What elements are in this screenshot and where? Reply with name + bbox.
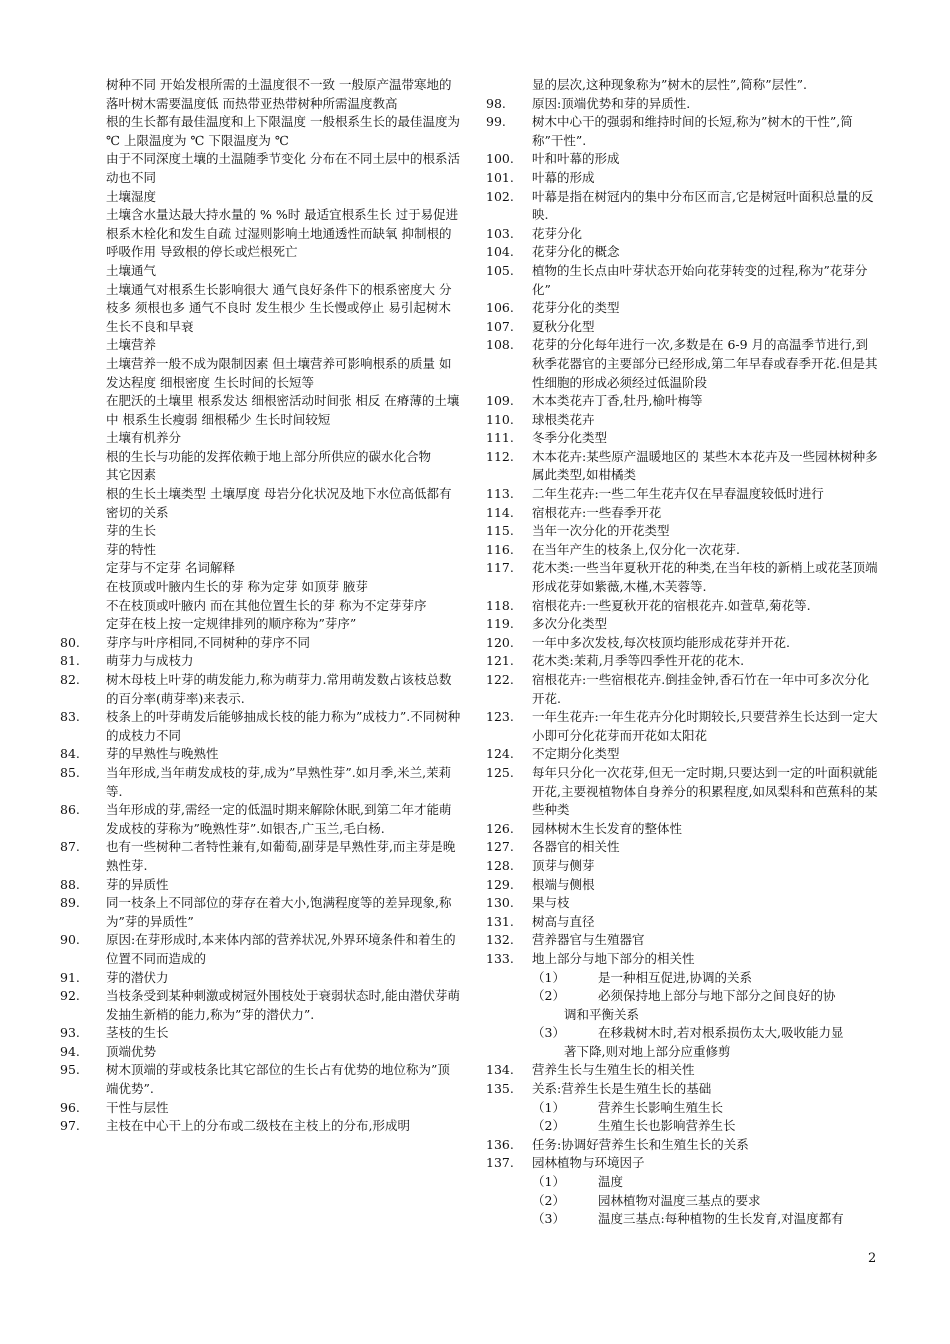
- paragraph: 在枝顶或叶腋内生长的芽 称为定芽 如顶芽 腋芽: [106, 579, 368, 595]
- item-number: 99.: [486, 114, 506, 130]
- list-item: [486, 485, 878, 504]
- item-text: 芽的早熟性与晚熟性: [106, 746, 219, 762]
- list-item: [60, 1117, 462, 1136]
- item-text: 顶端优势: [106, 1043, 157, 1059]
- list-item: [60, 894, 462, 931]
- item-number: 137.: [486, 1155, 514, 1171]
- sub-item-text: 生殖生长也影响营养生长: [598, 1118, 736, 1134]
- item-number: 92.: [60, 988, 80, 1004]
- list-item: [60, 634, 462, 653]
- item-number: 102.: [486, 188, 514, 204]
- item-text: 花木类:茉莉,月季等四季性开花的花木.: [532, 653, 745, 669]
- sub-item-text: 在移栽树木时,若对根系损伤太大,吸收能力显: [598, 1025, 844, 1041]
- item-number: 118.: [486, 597, 514, 613]
- list-item: [486, 671, 878, 708]
- item-text: 宿根花卉:一些夏秋开花的宿根花卉.如萱草,菊花等.: [532, 597, 811, 613]
- list-item: [486, 392, 878, 411]
- item-text: 叶幕的形成: [532, 169, 595, 185]
- item-number: 103.: [486, 225, 514, 241]
- sub-item-number: （1）: [532, 969, 565, 985]
- item-text: 根端与侧根: [532, 876, 595, 892]
- item-number: 128.: [486, 857, 514, 873]
- item-text: 芽的异质性: [106, 876, 169, 892]
- item-text: 夏秋分化型: [532, 318, 595, 334]
- item-text: 茎枝的生长: [106, 1025, 169, 1041]
- list-item: [486, 318, 878, 337]
- item-number: 123.: [486, 709, 514, 725]
- sub-item-number: （1）: [532, 1099, 565, 1115]
- sub-item-text: 园林植物对温度三基点的要求: [598, 1192, 761, 1208]
- item-number: 114.: [486, 504, 514, 520]
- sub-item-number: （3）: [532, 1025, 565, 1041]
- item-text: 木本花卉:某些原产温暖地区的 某些木本花卉及一些园林树种多属此类型,如柑橘类: [532, 448, 878, 483]
- list-item: [486, 820, 878, 839]
- section-heading: 其它因素: [106, 467, 157, 483]
- paragraph: 不在枝顶或叶腋内 而在其他位置生长的芽 称为不定芽芽序: [106, 597, 427, 613]
- item-number: 120.: [486, 634, 514, 650]
- list-item: [486, 931, 878, 950]
- sub-list-item: [486, 987, 878, 1006]
- item-number: 106.: [486, 300, 514, 316]
- list-item: [60, 764, 462, 801]
- sub-list-item: [486, 1192, 878, 1211]
- item-number: 115.: [486, 523, 514, 539]
- item-number: 97.: [60, 1118, 80, 1134]
- item-number: 131.: [486, 913, 514, 929]
- item-number: 82.: [60, 672, 80, 687]
- item-text: 叶幕是指在树冠内的集中分布区而言,它是树冠叶面积总量的反映.: [532, 188, 874, 223]
- list-item: [60, 745, 462, 764]
- item-number: 129.: [486, 876, 514, 892]
- list-item: [486, 838, 878, 857]
- item-number: 134.: [486, 1062, 514, 1078]
- list-item: [486, 876, 878, 895]
- item-text: 每年只分化一次花芽,但无一定时期,只要达到一定的叶面积就能开花,主要视植物体自身养分的积累程度,如凤梨科和芭蕉科的某些种类: [532, 764, 878, 818]
- item-number: 111.: [486, 430, 514, 446]
- item-text: 原因:在芽形成时,本来体内部的营养状况,外界环境条件和着生的位置不同而造成的: [106, 932, 456, 966]
- item-number: 110.: [486, 411, 514, 427]
- item-text: 原因:顶端优势和芽的异质性.: [532, 95, 691, 111]
- list-item: [486, 615, 878, 634]
- paragraph-continuation: 显的层次,这种现象称为”树木的层性”,简称”层性”.: [532, 77, 807, 92]
- page-number: 2: [868, 1251, 877, 1266]
- list-item: [486, 597, 878, 616]
- item-text: 植物的生长点由叶芽状态开始向花芽转变的过程,称为”花芽分化”: [532, 262, 868, 297]
- item-text: 同一枝条上不同部位的芽存在着大小,饱满程度等的差异现象,称为”芽的异质性”: [106, 895, 452, 929]
- section-heading: 芽的生长: [106, 523, 157, 539]
- sub-item-text: 必须保持地上部分与地下部分之间良好的协: [598, 988, 836, 1004]
- list-item: [486, 411, 878, 430]
- item-text: 顶芽与侧芽: [532, 857, 595, 873]
- item-text: 关系:营养生长是生殖生长的基础: [532, 1081, 712, 1097]
- list-item: [60, 838, 462, 875]
- item-text: 一年生花卉:一年生花卉分化时期较长,只要营养生长达到一定大小即可分化花芽而开花如太阳花: [532, 709, 878, 743]
- item-text: 宿根花卉:一些春季开花: [532, 504, 662, 520]
- sub-list-item: [486, 1117, 878, 1136]
- item-text: 树木顶端的芽或枝条比其它部位的生长占有优势的地位称为”顶端优势”.: [106, 1062, 450, 1097]
- list-item: [60, 1043, 462, 1062]
- paragraph: 根的生长与功能的发挥依赖于地上部分所供应的碳水化合物: [106, 448, 432, 464]
- list-item: [486, 522, 878, 541]
- list-item: [486, 541, 878, 560]
- item-text: 当年形成,当年萌发成枝的芽,成为”早熟性芽”.如月季,米兰,茉莉等.: [106, 764, 452, 799]
- list-item: [486, 745, 878, 764]
- item-number: 119.: [486, 616, 514, 632]
- item-text: 营养器官与生殖器官: [532, 932, 645, 948]
- list-item: [60, 708, 462, 745]
- item-number: 108.: [486, 337, 514, 353]
- list-item: [486, 299, 878, 318]
- item-text: 当年形成的芽,需经一定的低温时期来解除休眠,到第二年才能萌发成枝的芽称为”晚熟性芽”.如银杏,广玉兰,毛白杨.: [106, 802, 452, 836]
- item-number: 105.: [486, 262, 514, 278]
- item-number: 126.: [486, 820, 514, 836]
- item-number: 104.: [486, 244, 514, 260]
- list-item: [60, 876, 462, 895]
- item-text: 球根类花卉: [532, 411, 595, 427]
- item-text: 芽的潜伏力: [106, 969, 169, 985]
- list-item: [486, 336, 878, 392]
- item-number: 116.: [486, 541, 514, 557]
- sub-item-continuation: 调和平衡关系: [564, 1006, 640, 1022]
- paragraph: 定芽在枝上按一定规律排列的顺序称为”芽序”: [106, 616, 357, 632]
- paragraph: 土壤通气对根系生长影响很大 通气良好条件下的根系密度大 分枝多 须根也多 通气不良时 发生根少 生长慢或停止 易引起树木生长不良和早衰: [106, 281, 452, 334]
- list-item: [486, 950, 878, 969]
- list-item: [486, 1136, 878, 1155]
- item-text: 果与枝: [532, 895, 570, 911]
- item-text: 任务:协调好营养生长和生殖生长的关系: [532, 1136, 749, 1152]
- item-number: 91.: [60, 969, 80, 985]
- item-number: 127.: [486, 839, 514, 855]
- paragraph: 在肥沃的土壤里 根系发达 细根密活动时间张 相反 在瘠薄的土壤中 根系生长瘦弱 细根稀少 生长时间较短: [106, 393, 460, 427]
- item-number: 112.: [486, 448, 514, 464]
- item-number: 90.: [60, 932, 80, 948]
- list-item: [60, 931, 462, 968]
- item-text: 当枝条受到某种刺激或树冠外围枝处于衰弱状态时,能由潜伏芽萌发抽生新梢的能力,称为”芽的潜伏力”.: [106, 988, 460, 1022]
- item-text: 花芽的分化每年进行一次,多数是在 6-9 月的高温季节进行,到秋季花器官的主要部分已经形成,第二年早春或春季开花.但是其性细胞的形成必须经过低温阶段: [532, 337, 878, 390]
- item-number: 109.: [486, 393, 514, 409]
- item-number: 117.: [486, 560, 514, 576]
- list-item: [60, 987, 462, 1024]
- paragraph: 土壤营养一般不成为限制因素 但土壤营养可影响根系的质量 如发达程度 细根密度 生长时间的长短等: [106, 355, 452, 390]
- list-item: [60, 1061, 462, 1098]
- item-text: 花芽分化的概念: [532, 244, 620, 260]
- list-item: [486, 559, 878, 596]
- list-item: [486, 429, 878, 448]
- paragraph: 根的生长都有最佳温度和上下限温度 一般根系生长的最佳温度为 ℃ 上限温度为 ℃ 下限温度为 ℃: [106, 114, 460, 148]
- sub-list-item: [486, 1024, 878, 1043]
- list-item: [486, 634, 878, 653]
- item-text: 木本类花卉丁香,牡丹,榆叶梅等: [532, 393, 703, 409]
- list-item: [486, 708, 878, 745]
- item-number: 135.: [486, 1081, 514, 1097]
- item-text: 花木类:一些当年夏秋开花的种类,在当年枝的新梢上或花茎顶端形成花芽如紫薇,木槿,木芙蓉等.: [532, 560, 878, 595]
- item-text: 营养生长与生殖生长的相关性: [532, 1062, 695, 1078]
- list-item: [486, 1061, 878, 1080]
- item-number: 95.: [60, 1062, 80, 1078]
- list-item: [486, 652, 878, 671]
- item-number: 80.: [60, 634, 80, 650]
- list-item: [60, 652, 462, 671]
- section-heading: 土壤湿度: [106, 188, 157, 204]
- sub-list-item: [486, 1173, 878, 1192]
- sub-item-text: 营养生长影响生殖生长: [598, 1099, 724, 1115]
- left-column: [60, 76, 462, 1136]
- list-item: [486, 1080, 878, 1099]
- list-item: [60, 1099, 462, 1118]
- item-number: 86.: [60, 802, 80, 818]
- sub-list-item: [486, 1099, 878, 1118]
- sub-list-item: [486, 1210, 878, 1229]
- list-item: [486, 504, 878, 523]
- item-number: 83.: [60, 709, 80, 725]
- item-text: 花芽分化: [532, 225, 583, 241]
- sub-list-item: [486, 969, 878, 988]
- item-number: 130.: [486, 895, 514, 911]
- list-item: [486, 894, 878, 913]
- item-text: 干性与层性: [106, 1099, 169, 1115]
- item-number: 125.: [486, 764, 514, 780]
- list-item: [486, 225, 878, 244]
- paragraph: 树种不同 开始发根所需的土温度很不一致 一般原产温带寒地的落叶树木需要温度低 而热带亚热带树种所需温度教高: [106, 77, 452, 111]
- item-number: 122.: [486, 672, 514, 687]
- item-number: 88.: [60, 876, 80, 892]
- item-number: 101.: [486, 169, 514, 185]
- item-text: 萌芽力与成枝力: [106, 653, 194, 669]
- item-number: 85.: [60, 764, 80, 780]
- list-item: [486, 188, 878, 225]
- item-text: 园林植物与环境因子: [532, 1155, 645, 1171]
- list-item: [60, 969, 462, 988]
- list-item: [60, 671, 462, 708]
- item-text: 叶和叶幕的形成: [532, 151, 620, 167]
- list-item: [486, 448, 878, 485]
- paragraph: 由于不同深度土壤的土温随季节变化 分布在不同土层中的根系活动也不同: [106, 151, 460, 185]
- item-text: 花芽分化的类型: [532, 300, 620, 316]
- sub-item-text: 温度三基点:每种植物的生长发育,对温度都有: [598, 1211, 844, 1227]
- item-text: 园林树木生长发育的整体性: [532, 820, 683, 836]
- paragraph: 根的生长土壤类型 土壤厚度 母岩分化状况及地下水位高低都有密切的关系: [106, 486, 452, 520]
- item-number: 113.: [486, 486, 514, 502]
- item-number: 96.: [60, 1099, 80, 1115]
- list-item: [486, 1154, 878, 1173]
- item-number: 136.: [486, 1136, 514, 1152]
- item-number: 89.: [60, 895, 80, 911]
- item-text: 一年中多次发枝,每次枝顶均能形成花芽并开花.: [532, 634, 790, 650]
- section-heading: 土壤有机养分: [106, 430, 182, 446]
- item-text: 主枝在中心干上的分布或二级枝在主枝上的分布,形成明: [106, 1118, 410, 1134]
- list-item: [486, 913, 878, 932]
- section-heading: 定芽与不定芽 名词解释: [106, 560, 235, 576]
- item-number: 124.: [486, 746, 514, 762]
- item-text: 多次分化类型: [532, 616, 608, 632]
- item-number: 100.: [486, 151, 514, 167]
- sub-item-number: （2）: [532, 988, 565, 1004]
- sub-item-number: （2）: [532, 1192, 565, 1208]
- section-heading: 土壤通气: [106, 262, 157, 278]
- item-text: 在当年产生的枝条上,仅分化一次花芽.: [532, 541, 740, 557]
- list-item: [486, 243, 878, 262]
- item-number: 84.: [60, 746, 80, 762]
- item-text: 当年一次分化的开花类型: [532, 523, 670, 539]
- item-number: 93.: [60, 1025, 80, 1041]
- list-item: [486, 764, 878, 820]
- item-text: 树木中心干的强弱和维持时间的长短,称为”树木的干性”,简称”干性”.: [532, 114, 853, 148]
- sub-item-number: （2）: [532, 1118, 565, 1134]
- item-text: 各器官的相关性: [532, 839, 620, 855]
- section-heading: 芽的特性: [106, 541, 157, 557]
- item-text: 冬季分化类型: [532, 430, 608, 446]
- list-item: [486, 169, 878, 188]
- item-text: 树木母枝上叶芽的萌发能力,称为萌芽力.常用萌发数占该枝总数的百分率(萌芽率)来表示.: [106, 672, 452, 706]
- item-text: 二年生花卉:一些二年生花卉仅在早春温度较低时进行: [532, 486, 824, 502]
- list-item: [486, 95, 878, 114]
- sub-item-number: （1）: [532, 1174, 565, 1190]
- item-number: 98.: [486, 95, 506, 111]
- section-heading: 土壤营养: [106, 337, 157, 353]
- sub-item-number: （3）: [532, 1211, 565, 1227]
- item-number: 132.: [486, 932, 514, 948]
- item-number: 87.: [60, 839, 80, 855]
- list-item: [60, 1024, 462, 1043]
- sub-item-continuation: 著下降,则对地上部分应重修剪: [564, 1043, 731, 1059]
- right-column: [486, 76, 878, 1229]
- item-number: 121.: [486, 653, 514, 669]
- list-item: [486, 857, 878, 876]
- item-text: 树高与直径: [532, 913, 595, 929]
- item-text: 地上部分与地下部分的相关性: [532, 950, 695, 966]
- sub-item-text: 温度: [598, 1174, 624, 1190]
- sub-item-text: 是一种相互促进,协调的关系: [598, 969, 752, 985]
- item-text: 宿根花卉:一些宿根花卉.倒挂金钟,香石竹在一年中可多次分化开花.: [532, 672, 870, 706]
- item-number: 107.: [486, 318, 514, 334]
- item-number: 133.: [486, 950, 514, 966]
- paragraph: 土壤含水量达最大持水量的 % %时 最适宜根系生长 过于易促进根系木栓化和发生自疏 过湿则影响土地通透性而缺氧 抑制根的呼吸作用 导致根的停长或烂根死亡: [106, 207, 459, 260]
- item-text: 不定期分化类型: [532, 746, 620, 762]
- list-item: [486, 262, 878, 299]
- item-number: 94.: [60, 1043, 80, 1059]
- list-item: [486, 150, 878, 169]
- list-item: [60, 801, 462, 838]
- item-text: 也有一些树种二者特性兼有,如葡萄,副芽是早熟性芽,而主芽是晚熟性芽.: [106, 839, 456, 873]
- item-number: 81.: [60, 653, 80, 669]
- list-item: [486, 113, 878, 150]
- item-text: 枝条上的叶芽萌发后能够抽成长枝的能力称为”成枝力”.不同树种的成枝力不同: [106, 709, 461, 743]
- item-text: 芽序与叶序相同,不同树种的芽序不同: [106, 634, 310, 650]
